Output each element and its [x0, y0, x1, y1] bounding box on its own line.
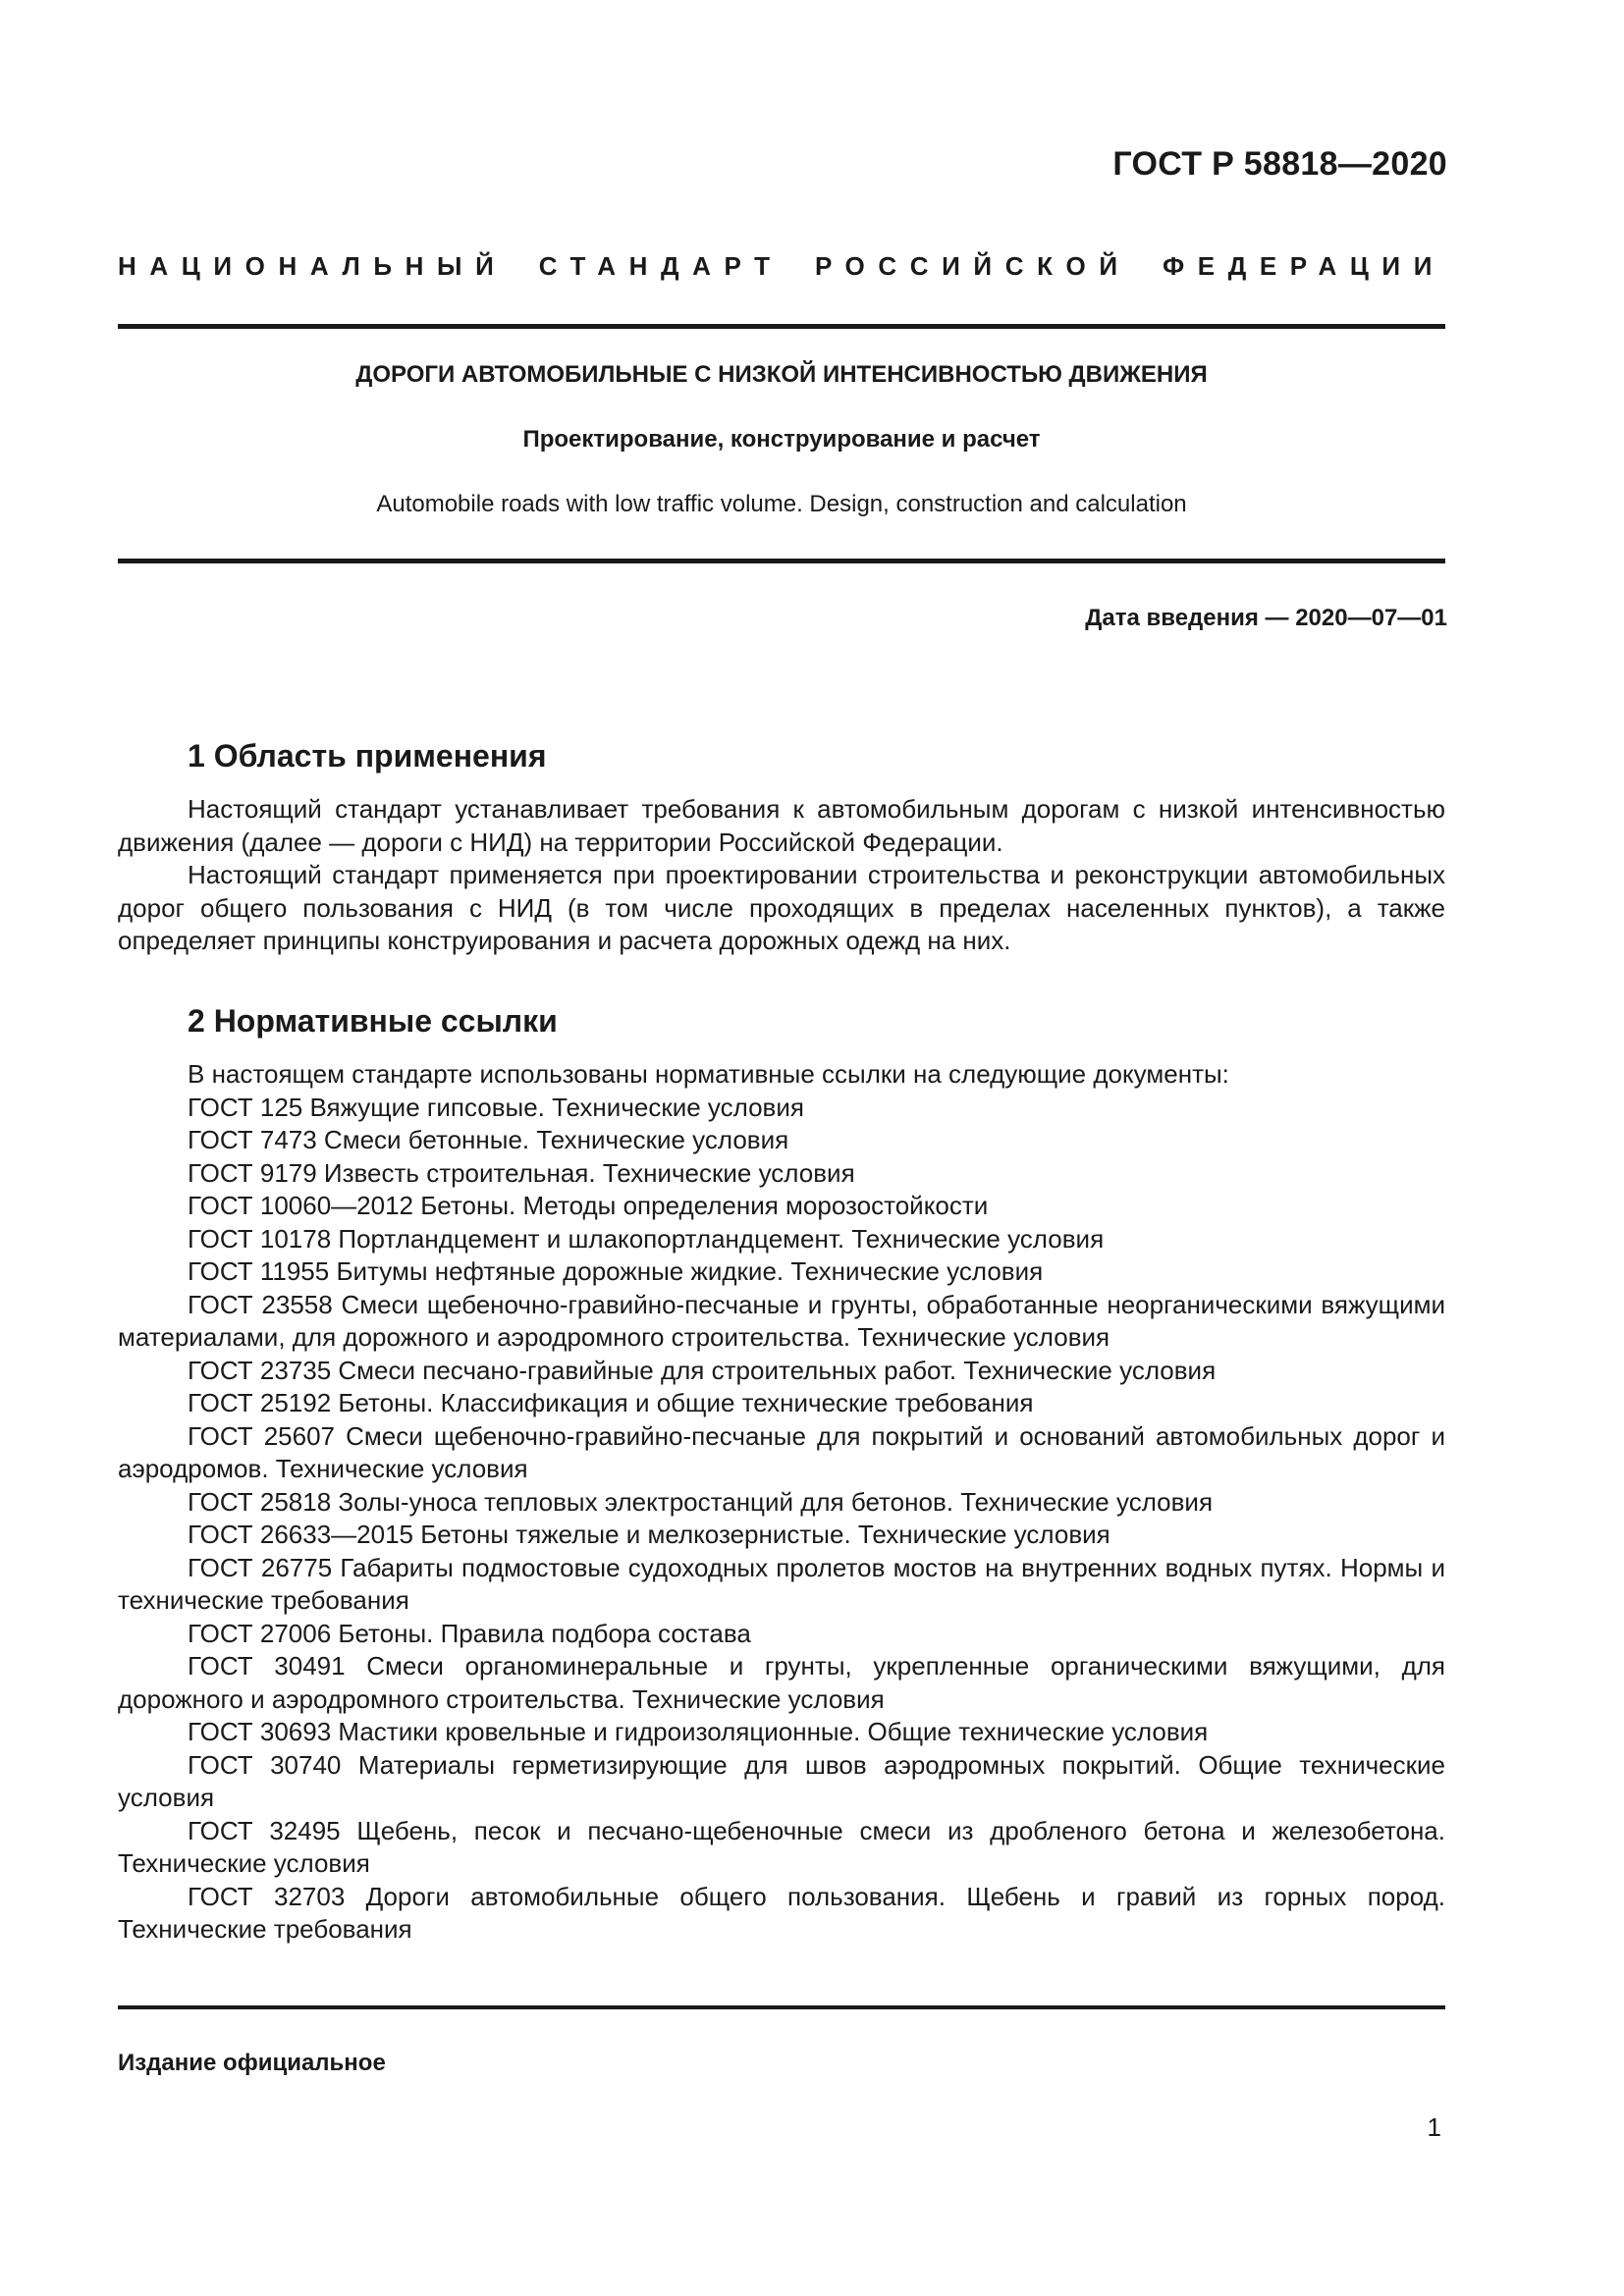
section-2-intro: В настоящем стандарте использованы нормативные ссылки на следующие документы: — [188, 1059, 1229, 1089]
reference-item: ГОСТ 10060—2012 Бетоны. Методы определения морозостойкости — [188, 1191, 989, 1220]
document-title: ДОРОГИ АВТОМОБИЛЬНЫЕ С НИЗКОЙ ИНТЕНСИВНОСТЬЮ ДВИЖЕНИЯ — [355, 361, 1208, 388]
reference-item: ГОСТ 9179 Известь строительная. Технические условия — [188, 1157, 855, 1188]
section-1-body — [118, 793, 1445, 958]
reference-item: ГОСТ 30693 Мастики кровельные и гидроизоляционные. Общие технические условия — [188, 1717, 1209, 1746]
document-subtitle: Проектирование, конструирование и расчет — [522, 426, 1041, 453]
reference-item: ГОСТ 27006 Бетоны. Правила подбора состава — [188, 1618, 751, 1648]
page-number: 1 — [1427, 2112, 1441, 2142]
reference-item: ГОСТ 11955 Битумы нефтяные дорожные жидкие. Технические условия — [188, 1256, 1044, 1286]
standard-code: ГОСТ Р 58818—2020 — [1112, 145, 1447, 183]
introduction-date: Дата введения — 2020—07—01 — [1085, 605, 1447, 631]
reference-item: ГОСТ 25607 Смеси щебеночно-гравийно-песчаные для покрытий и оснований автомобильных дорог и аэродромов. Технические условия — [118, 1420, 1445, 1483]
reference-item: ГОСТ 125 Вяжущие гипсовые. Технические условия — [188, 1092, 804, 1122]
english-title: Automobile roads with low traffic volume. Design, construction and calculation — [376, 491, 1187, 517]
section-2-body — [118, 1058, 1445, 1947]
footer-rule — [118, 2005, 1445, 2009]
title-rule — [118, 559, 1445, 563]
reference-item: ГОСТ 26775 Габариты подмостовые судоходных пролетов мостов на внутренних водных путях. Нормы и технические требования — [118, 1552, 1445, 1615]
reference-item: ГОСТ 26633—2015 Бетоны тяжелые и мелкозернистые. Технические условия — [188, 1520, 1110, 1549]
reference-item: ГОСТ 10178 Портландцемент и шлакопортландцемент. Технические условия — [188, 1223, 1105, 1254]
reference-item: ГОСТ 25818 Золы-уноса тепловых электростанций для бетонов. Технические условия — [188, 1486, 1214, 1517]
reference-item: ГОСТ 30491 Смеси органоминеральные и грунты, укрепленные органическими вяжущими, для дорожного и аэродромного строительства. Технические условия — [118, 1651, 1445, 1714]
top-rule — [118, 324, 1445, 329]
reference-item: ГОСТ 25192 Бетоны. Классификация и общие технические требования — [188, 1388, 1034, 1417]
national-standard-banner: НАЦИОНАЛЬНЫЙ СТАНДАРТ РОССИЙСКОЙ ФЕДЕРАЦИИ — [118, 251, 1445, 281]
reference-item: ГОСТ 30740 Материалы герметизирующие для швов аэродромных покрытий. Общие технические условия — [118, 1749, 1445, 1812]
section-1-heading: 1 Область применения — [188, 738, 547, 774]
section-2-heading: 2 Нормативные ссылки — [188, 1003, 558, 1039]
section-1-paragraph: Настоящий стандарт устанавливает требования к автомобильным дорогам с низкой интенсивностью движения (далее — дороги с НИД) на территории Российской Федерации. — [118, 794, 1445, 857]
reference-item: ГОСТ 32703 Дороги автомобильные общего пользования. Щебень и гравий из горных пород. Технические требования — [118, 1881, 1445, 1944]
reference-item: ГОСТ 23558 Смеси щебеночно-гравийно-песчаные и грунты, обработанные неорганическими вяжущими материалами, для дорожного и аэродромного строительства. Технические условия — [118, 1289, 1445, 1352]
section-1-paragraph: Настоящий стандарт применяется при проектировании строительства и реконструкции автомобильных дорог общего пользования с НИД (в том числе проходящих в пределах населенных пунктов), а также определяет принципы конструирования и расчета дорожных одежд на них. — [118, 860, 1445, 955]
reference-item: ГОСТ 23735 Смеси песчано-гравийные для строительных работ. Технические условия — [188, 1355, 1217, 1385]
reference-item: ГОСТ 32495 Щебень, песок и песчано-щебеночные смеси из дробленого бетона и железобетона. Технические условия — [118, 1815, 1445, 1878]
reference-item: ГОСТ 7473 Смеси бетонные. Технические условия — [188, 1125, 789, 1154]
official-edition-label: Издание официальное — [118, 2050, 386, 2076]
